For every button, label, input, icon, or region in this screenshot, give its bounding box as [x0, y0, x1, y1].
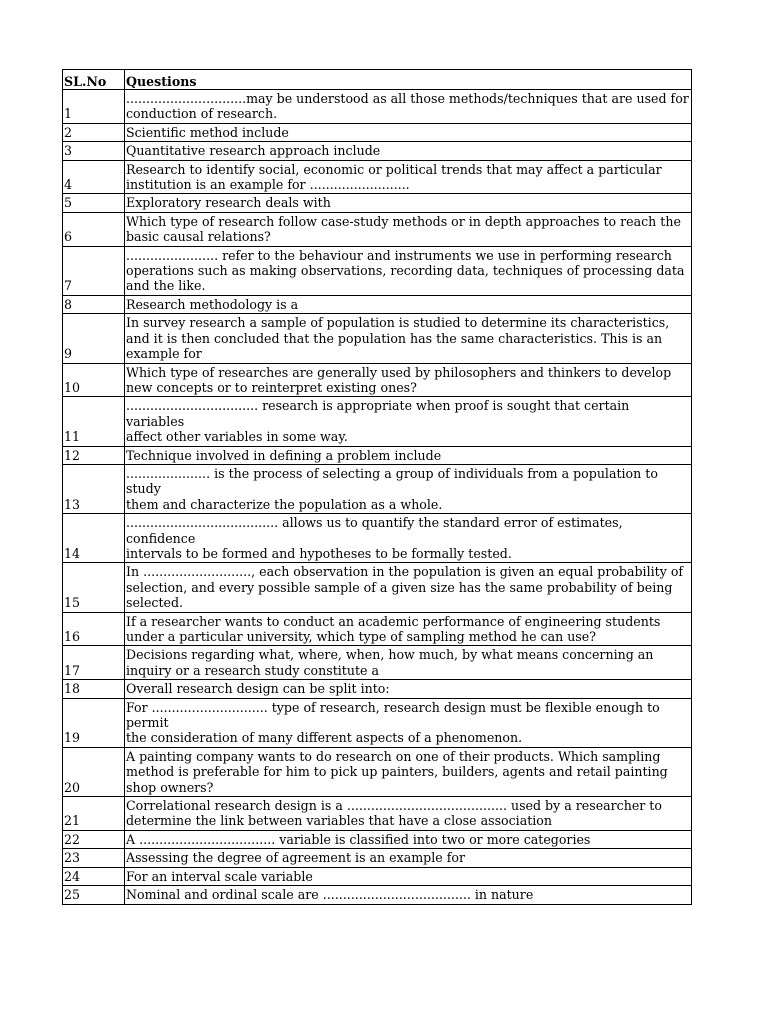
table-row [63, 194, 692, 212]
table-row [63, 797, 692, 831]
row-number: 24 [63, 867, 125, 885]
row-number: 1 [63, 90, 125, 124]
table-row [63, 363, 692, 397]
table-row [63, 886, 692, 904]
question-text: Assessing the degree of agreement is an example for [125, 849, 692, 867]
question-sheet [62, 69, 691, 905]
header-sl-no: SL.No [63, 70, 125, 90]
row-number: 6 [63, 212, 125, 246]
question-text: In survey research a sample of population is studied to determine its characteristics, and it is then concluded that the population has the same characteristics. This is an example for [125, 314, 692, 363]
row-number: 5 [63, 194, 125, 212]
row-number: 23 [63, 849, 125, 867]
row-number: 20 [63, 747, 125, 796]
table-row [63, 698, 692, 747]
question-text: Research methodology is a [125, 295, 692, 313]
question-text: Which type of researches are generally used by philosophers and thinkers to develop new concepts or to reinterpret existing ones? [125, 363, 692, 397]
question-text: Scientific method include [125, 123, 692, 141]
table-row [63, 612, 692, 646]
table-row [63, 314, 692, 363]
table-row [63, 246, 692, 295]
table-row [63, 160, 692, 194]
question-text: Quantitative research approach include [125, 142, 692, 160]
question-text: If a researcher wants to conduct an academic performance of engineering students under a particular university, which type of sampling method he can use? [125, 612, 692, 646]
question-text: Correlational research design is a ........................................ used by a researcher to determine the link between variables that have a close association [125, 797, 692, 831]
question-text: Nominal and ordinal scale are ..................................... in nature [125, 886, 692, 904]
row-number: 2 [63, 123, 125, 141]
row-number: 8 [63, 295, 125, 313]
table-row [63, 90, 692, 124]
table-row [63, 464, 692, 513]
question-text: A painting company wants to do research on one of their products. Which sampling method is preferable for him to pick up painters, builders, agents and retail painting shop owners? [125, 747, 692, 796]
questions-table [62, 69, 692, 905]
question-text: ................................. research is appropriate when proof is sought that certain variables affect other variables in some way. [125, 397, 692, 446]
question-rows [63, 90, 692, 905]
table-row [63, 867, 692, 885]
table-row [63, 849, 692, 867]
table-row [63, 563, 692, 612]
row-number: 19 [63, 698, 125, 747]
row-number: 3 [63, 142, 125, 160]
question-text: ...................................... allows us to quantify the standard error of estimates, confidence intervals to be formed and hypotheses to be formally tested. [125, 514, 692, 563]
table-row [63, 680, 692, 698]
question-text: A .................................. variable is classified into two or more categories [125, 830, 692, 848]
table-row [63, 514, 692, 563]
row-number: 16 [63, 612, 125, 646]
question-text: ....................... refer to the behaviour and instruments we use in performing research operations such as making observations, recording data, techniques of processing data and the like. [125, 246, 692, 295]
question-text: Research to identify social, economic or political trends that may affect a particular institution is an example for ......................... [125, 160, 692, 194]
question-text: ..............................may be understood as all those methods/techniques that are used for conduction of research. [125, 90, 692, 124]
row-number: 4 [63, 160, 125, 194]
question-text: Which type of research follow case-study methods or in depth approaches to reach the basic causal relations? [125, 212, 692, 246]
row-number: 14 [63, 514, 125, 563]
table-row [63, 142, 692, 160]
row-number: 12 [63, 446, 125, 464]
question-text: Exploratory research deals with [125, 194, 692, 212]
row-number: 7 [63, 246, 125, 295]
row-number: 15 [63, 563, 125, 612]
header-questions: Questions [125, 70, 692, 90]
row-number: 18 [63, 680, 125, 698]
question-text: Decisions regarding what, where, when, how much, by what means concerning an inquiry or a research study constitute a [125, 646, 692, 680]
table-row [63, 747, 692, 796]
row-number: 9 [63, 314, 125, 363]
question-text: For an interval scale variable [125, 867, 692, 885]
row-number: 22 [63, 830, 125, 848]
row-number: 10 [63, 363, 125, 397]
table-row [63, 397, 692, 446]
table-row [63, 212, 692, 246]
row-number: 21 [63, 797, 125, 831]
table-row [63, 446, 692, 464]
table-row [63, 830, 692, 848]
row-number: 13 [63, 464, 125, 513]
row-number: 11 [63, 397, 125, 446]
question-text: In ..........................., each observation in the population is given an equal probability of selection, and every possible sample of a given size has the same probability of being selected. [125, 563, 692, 612]
row-number: 17 [63, 646, 125, 680]
question-text: Technique involved in defining a problem include [125, 446, 692, 464]
header-row [63, 70, 692, 90]
table-row [63, 646, 692, 680]
row-number: 25 [63, 886, 125, 904]
question-text: Overall research design can be split into: [125, 680, 692, 698]
question-text: ..................... is the process of selecting a group of individuals from a population to study them and characterize the population as a whole. [125, 464, 692, 513]
question-text: For ............................. type of research, research design must be flexible enough to permit the consideration of many different aspects of a phenomenon. [125, 698, 692, 747]
table-row [63, 295, 692, 313]
table-row [63, 123, 692, 141]
